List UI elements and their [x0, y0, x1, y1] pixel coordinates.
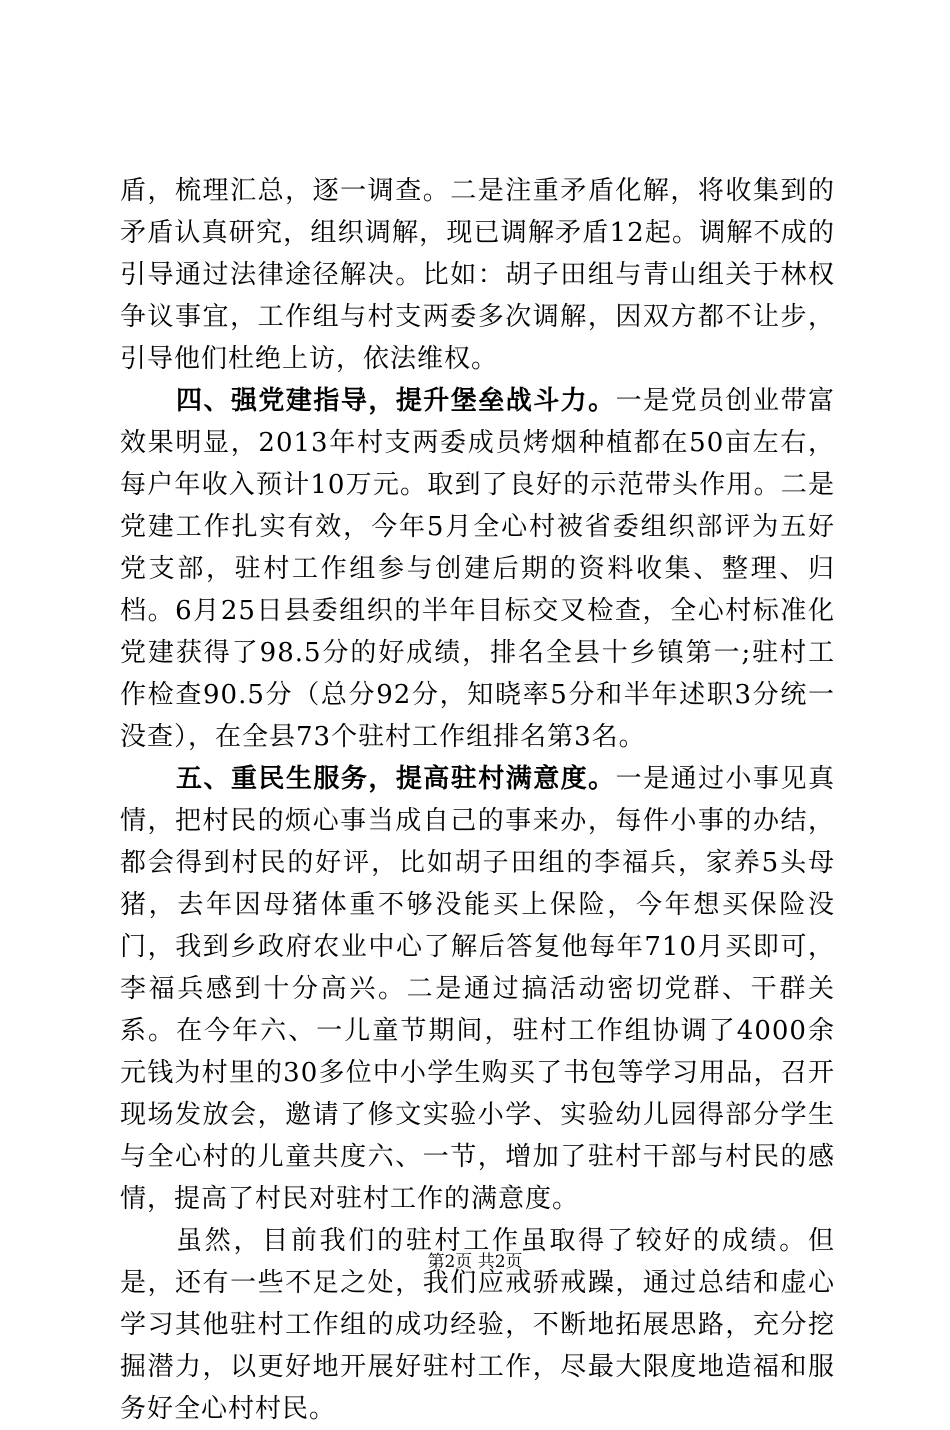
document-body	[120, 170, 835, 1430]
paragraph-text: 一是党员创业带富效果明显，2013年村支两委成员烤烟种植都在50亩左右，每户年收入预计10万元。取到了良好的示范带头作用。二是党建工作扎实有效，今年5月全心村被省委组织部评为五好党支部，驻村工作组参与创建后期的资料收集、整理、归档。6月25日县委组织的半年目标交叉检查，全心村标准化党建获得了98.5分的好成绩，排名全县十乡镇第一;驻村工作检查90.5分（总分92分，知晓率5分和半年述职3分统一没查），在全县73个驻村工作组排名第3名。	[120, 386, 835, 752]
section-heading-five: 五、重民生服务，提高驻村满意度。	[176, 764, 616, 794]
paragraph-text: 一是通过小事见真情，把村民的烦心事当成自己的事来办，每件小事的办结，都会得到村民的好评，比如胡子田组的李福兵，家养5头母猪，去年因母猪体重不够没能买上保险，今年想买保险没门，我到乡政府农业中心了解后答复他每年710月买即可，李福兵感到十分高兴。二是通过搞活动密切党群、干群关系。在今年六、一儿童节期间，驻村工作组协调了4000余元钱为村里的30多位中小学生购买了书包等学习用品，召开现场发放会，邀请了修文实验小学、实验幼儿园得部分学生与全心村的儿童共度六、一节，增加了驻村干部与村民的感情，提高了村民对驻村工作的满意度。	[120, 764, 835, 1214]
paragraph-party-building	[120, 380, 835, 758]
paragraph-livelihood	[120, 758, 835, 1220]
paragraph-text: 盾，梳理汇总，逐一调查。二是注重矛盾化解，将收集到的矛盾认真研究，组织调解，现已调解矛盾12起。调解不成的引导通过法律途径解决。比如：胡子田组与青山组关于林权争议事宜，工作组与村支两委多次调解，因双方都不让步，引导他们杜绝上访，依法维权。	[120, 176, 835, 374]
paragraph-continued	[120, 170, 835, 380]
page-footer: 第2页 共2页	[427, 1252, 523, 1272]
paragraph-text: 虽然，目前我们的驻村工作虽取得了较好的成绩。但是，还有一些不足之处，我们应戒骄戒躁，通过总结和虚心学习其他驻村工作组的成功经验，不断地拓展思路，充分挖掘潜力，以更好地开展好驻村工作，尽最大限度地造福和服务好全心村村民。	[120, 1226, 835, 1424]
section-heading-four: 四、强党建指导，提升堡垒战斗力。	[176, 386, 616, 416]
